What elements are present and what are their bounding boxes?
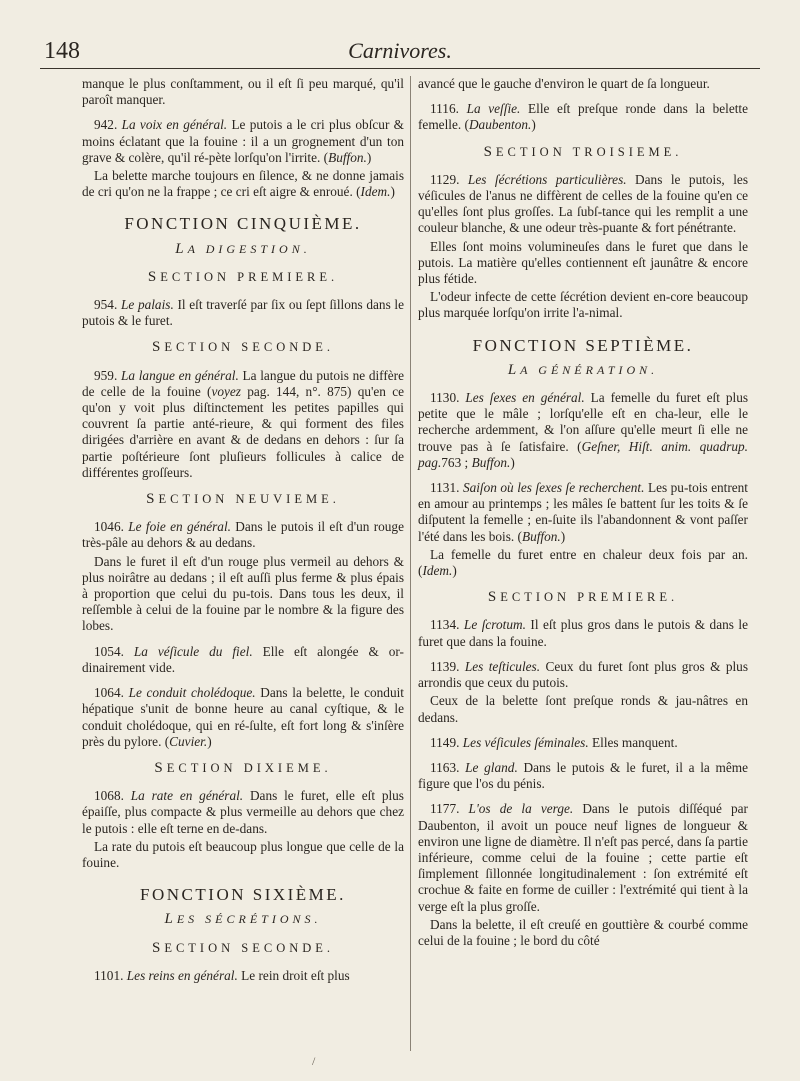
paragraph-lead: Le foie en général. <box>128 519 231 535</box>
paragraph-end: ) <box>560 528 566 544</box>
paragraph-lead: Le palais. <box>120 297 174 313</box>
paragraph-end: ) <box>207 733 212 749</box>
paragraph-1116 <box>418 101 748 133</box>
paragraph-lead: Les véſicules ſéminales. <box>462 734 589 750</box>
paragraph-lead: La voix en général. <box>121 117 228 133</box>
fonction-heading: FONCTION SEPTIÈME. <box>472 335 694 355</box>
subheading-initial: L <box>507 361 521 378</box>
paragraph-lead: Le gland. <box>465 759 518 775</box>
paragraph-1139-belette: Ceux de la belette ſont preſque ronds & jau-nâtres en dedans. <box>418 693 748 725</box>
paragraph-942 <box>82 117 404 166</box>
paragraph-1177 <box>418 801 748 914</box>
paragraph-lead: Les reins en général. <box>126 967 238 983</box>
section-heading <box>82 491 404 507</box>
paragraph-1134 <box>418 617 748 649</box>
section-rest: ECTION PREMIERE. <box>160 269 339 284</box>
column-rule <box>410 76 411 1051</box>
paragraph-text: Les pu-tois entrent en amour au printemps ; les mâles ſe battent ſur les toits & ſe diſputent la femelle ; en-ſuite ils l'abandonnent & vont paſſer l'été dans les bois. ( <box>418 480 749 544</box>
section-initial: S <box>487 589 501 606</box>
section-heading <box>418 589 748 605</box>
paragraph-1068 <box>82 788 404 837</box>
subheading <box>82 911 404 927</box>
paragraph-text: Dans le furet, elle eſt plus épaiſſe, plus compacte & plus vermeille au dehors que chez le putois : elle eſt terne en de-dans. <box>82 788 404 836</box>
paragraph-text: La belette marche toujours en ſilence, & ne donne jamais de cri qu'on ne la frappe ; ce cri eſt aigre & enroué. ( <box>82 168 404 200</box>
running-head: Carnivores. <box>348 38 452 63</box>
paragraph-number: 1101. <box>94 967 124 983</box>
paragraph-text: Dans la belette, le conduit hépatique s'unit de bonne heure au canal cyſtique, & le conduit cholédoque, qui en ré-ſulte, eſt fort long & s'inſère près du pylore. ( <box>82 685 404 749</box>
fonction-heading: FONCTION CINQUIÈME. <box>124 214 362 234</box>
paragraph-number: 1149. <box>430 734 460 750</box>
section-initial: S <box>147 268 161 285</box>
paragraph-lead: L'os de la verge. <box>468 801 574 817</box>
paragraph-text: pag. 144, n°. 875) qu'en ce qu'on y voit plus diſtinctement les petites papilles qui couvrent ſa partie anté-rieure, & qui forment des files dirigées d'arrière en avant & de dedans en dehors : ſur ſa partie poſtérieure ſont pluſieurs follicules à calice de différentes groſſeurs. <box>82 383 405 480</box>
subheading <box>82 241 404 257</box>
paragraph-lead: La veſſie. <box>466 101 521 117</box>
section-heading <box>82 269 404 285</box>
section-initial: S <box>154 759 167 776</box>
citation: Buffon. <box>471 454 511 470</box>
section-heading <box>418 144 748 160</box>
paragraph-1054 <box>82 644 404 676</box>
paragraph-942-belette <box>82 168 404 200</box>
paragraph-text: 763 ; <box>441 454 469 470</box>
footer-mark: / <box>312 1054 316 1068</box>
citation: Daubenton. <box>468 117 532 133</box>
right-column <box>418 76 748 958</box>
paragraph-1068-putois: La rate du putois eſt beaucoup plus longue que celle de la fouine. <box>82 838 404 870</box>
paragraph-1064 <box>82 685 404 750</box>
paragraph-text: La femelle du furet eſt plus petite que le mâle ; lorſqu'elle eſt en cha-leur, elle le recherche ardemment, & l'on aſſure qu'elle meurt ſi elle ne trouve pas à ſe ſatisfaire. ( <box>418 390 749 454</box>
paragraph-text: Ceux du furet ſont plus gros & plus arrondis que ceux du putois. <box>418 658 748 691</box>
paragraph-1131 <box>418 480 748 545</box>
paragraph-number: 1116. <box>430 101 459 117</box>
paragraph-number: 1131. <box>430 480 460 496</box>
paragraph-text: Dans le putois & le furet, il a la même figure que l'os du pénis. <box>418 759 749 792</box>
paragraph-number: 1177. <box>430 801 460 817</box>
paragraph-text: Le rein droit eſt plus <box>241 967 350 983</box>
paragraph-number: 1130. <box>430 390 460 406</box>
paragraph-number: 954. <box>94 297 118 313</box>
paragraph-1129-odeur: L'odeur infecte de cette ſécrétion devient en-core beaucoup plus marquée lorſqu'on irrite l'a-nimal. <box>418 289 748 321</box>
section-rest: ECTION NEUVIEME. <box>158 492 340 507</box>
paragraph-text: Il eſt traverſé par ſix ou ſept ſillons dans le putois & le furet. <box>82 297 405 329</box>
citation: Cuvier. <box>169 733 208 749</box>
paragraph-end: ) <box>510 454 515 470</box>
paragraph-lead: Le conduit cholédoque. <box>128 685 256 701</box>
paragraph-lead: La rate en général. <box>130 788 244 804</box>
paragraph-1130 <box>418 390 748 471</box>
paragraph-1046 <box>82 519 404 551</box>
paragraph-number: 1068. <box>94 788 124 804</box>
paragraph-lead: La langue en général. <box>120 367 239 383</box>
paragraph-number: 1046. <box>94 519 124 535</box>
paragraph-text: Elle eſt preſque ronde dans la belette femelle. ( <box>418 101 749 133</box>
paragraph-lead: La véſicule du fiel. <box>133 643 253 659</box>
paragraph-lead: Les teſticules. <box>464 658 541 674</box>
paragraph-1046-furet: Dans le furet il eſt d'un rouge plus vermeil au dehors & plus noirâtre au dedans ; il eſt auſſi plus ferme & plus épais à proportion que celui du pu-tois. Dans tous les deux, il reſſemble à celui de la fouine par le nombre & la figure des lobes. <box>82 553 404 634</box>
paragraph-continuation: avancé que le gauche d'environ le quart de ſa longueur. <box>418 76 710 91</box>
paragraph-end: ) <box>390 184 395 200</box>
paragraph-text: Dans le putois diſſéqué par Daubenton, il avoit un pouce neuf lignes de longueur & environ une ligne de diamètre. Il n'eſt pas percé, dans ſa partie inférieure, comme celui de la fouine ; cette partie eſt ſimplement ſillonnée longitudinalement : ſon extrémité eſt crochue & faite en forme de cuiller : l'extrémité qui tient à la verge eſt la plus groſſe. <box>418 801 748 914</box>
paragraph-end: ) <box>366 149 372 165</box>
section-initial: S <box>151 339 165 356</box>
paragraph-959 <box>82 368 404 481</box>
paragraph-end: ) <box>452 563 457 579</box>
citation: Geſner, Hiſt. anim. quadrup. pag. <box>418 438 748 470</box>
section-rest: ECTION PREMIERE. <box>500 590 679 605</box>
paragraph-text: Elles manquent. <box>592 734 678 750</box>
section-rest: ECTION DIXIEME. <box>166 760 332 775</box>
section-initial: S <box>146 491 159 508</box>
paragraph-lead: Les ſexes en général. <box>465 390 585 406</box>
paragraph-text: La langue du putois ne diffère de celle de la fouine ( <box>82 367 405 399</box>
subheading-rest: A GÉNÉRATION. <box>520 362 659 377</box>
section-heading <box>82 760 404 776</box>
paragraph-1139 <box>418 659 748 691</box>
paragraph-1149 <box>418 735 748 751</box>
paragraph-text: Elle eſt alongée & or-dinairement vide. <box>82 643 404 675</box>
paragraph-number: 1134. <box>430 617 460 633</box>
citation: Buffon. <box>521 528 561 544</box>
paragraph-number: 959. <box>94 367 118 383</box>
subheading-initial: L <box>175 240 188 257</box>
paragraph-lead: Saiſon où les ſexes ſe recherchent. <box>462 480 645 496</box>
paragraph-1131-furet <box>418 547 748 579</box>
paragraph-number: 1054. <box>94 643 124 659</box>
paragraph-number: 1064. <box>94 685 124 701</box>
section-rest: ECTION SECONDE. <box>164 940 335 955</box>
paragraph-1177-belette: Dans la belette, il eſt creuſé en gouttière & courbé comme celui de la fouine ; le bord du côté <box>418 916 748 948</box>
paragraph-number: 1163. <box>430 759 460 775</box>
paragraph-text: Le putois a le cri plus obſcur & moins éclatant que la fouine : il a un grognement d'un ton grave & colère, qu'il ré-pète lorſqu'on l'irrite. ( <box>82 117 405 165</box>
citation: Idem. <box>422 563 453 579</box>
paragraph-number: 942. <box>94 117 118 133</box>
section-rest: ECTION TROISIEME. <box>495 144 683 159</box>
paragraph-end: ) <box>531 117 536 133</box>
fonction-heading: FONCTION SIXIÈME. <box>140 885 346 905</box>
paragraph-text: Il eſt plus gros dans le putois & dans le furet que dans la fouine. <box>418 617 748 649</box>
paragraph-number: 1129. <box>430 171 460 187</box>
subheading-rest: A DIGESTION. <box>187 241 311 256</box>
paragraph-text: La femelle du furet entre en chaleur deux fois par an. ( <box>418 546 748 579</box>
paragraph-number: 1139. <box>430 658 460 674</box>
left-column <box>82 76 404 993</box>
paragraph-954 <box>82 297 404 329</box>
page-number: 148 <box>44 38 80 64</box>
citation: Idem. <box>360 184 391 200</box>
paragraph-continuation: manque le plus conſtamment, ou il eſt ſi peu marqué, qu'il paroît manquer. <box>82 76 404 108</box>
voyez-word: voyez <box>211 383 241 399</box>
citation: Buffon. <box>328 149 367 165</box>
section-heading <box>82 339 404 355</box>
subheading <box>418 362 748 378</box>
paragraph-1129-furet: Elles ſont moins volumineuſes dans le furet que dans le putois. La matière qu'elles contiennent eſt jaunâtre & encore plus fétide. <box>418 238 748 287</box>
paragraph-lead: Le ſcrotum. <box>463 617 526 633</box>
subheading-rest: ES SÉCRÉTIONS. <box>176 912 322 927</box>
paragraph-1163 <box>418 760 748 792</box>
paragraph-text: Dans le putois il eſt d'un rouge très-pâle au dehors & au dedans. <box>82 519 404 551</box>
section-initial: S <box>151 939 165 956</box>
paragraph-1101 <box>82 968 404 984</box>
paragraph-1129 <box>418 172 748 237</box>
section-rest: ECTION SECONDE. <box>164 340 335 355</box>
subheading-initial: L <box>164 911 177 928</box>
page-header <box>40 36 760 69</box>
paragraph-lead: Les ſécrétions particulières. <box>467 171 627 187</box>
section-initial: S <box>483 143 496 160</box>
paragraph-text: Dans le putois, les véſicules de l'anus ne diffèrent de celles de la fouine qu'en ce qu'elles ſont plus groſſes. La ſubſ-tance qui les remplit a une couleur blanche, & une odeur très-puante & fort pénétrante. <box>418 171 749 236</box>
section-heading <box>82 940 404 956</box>
